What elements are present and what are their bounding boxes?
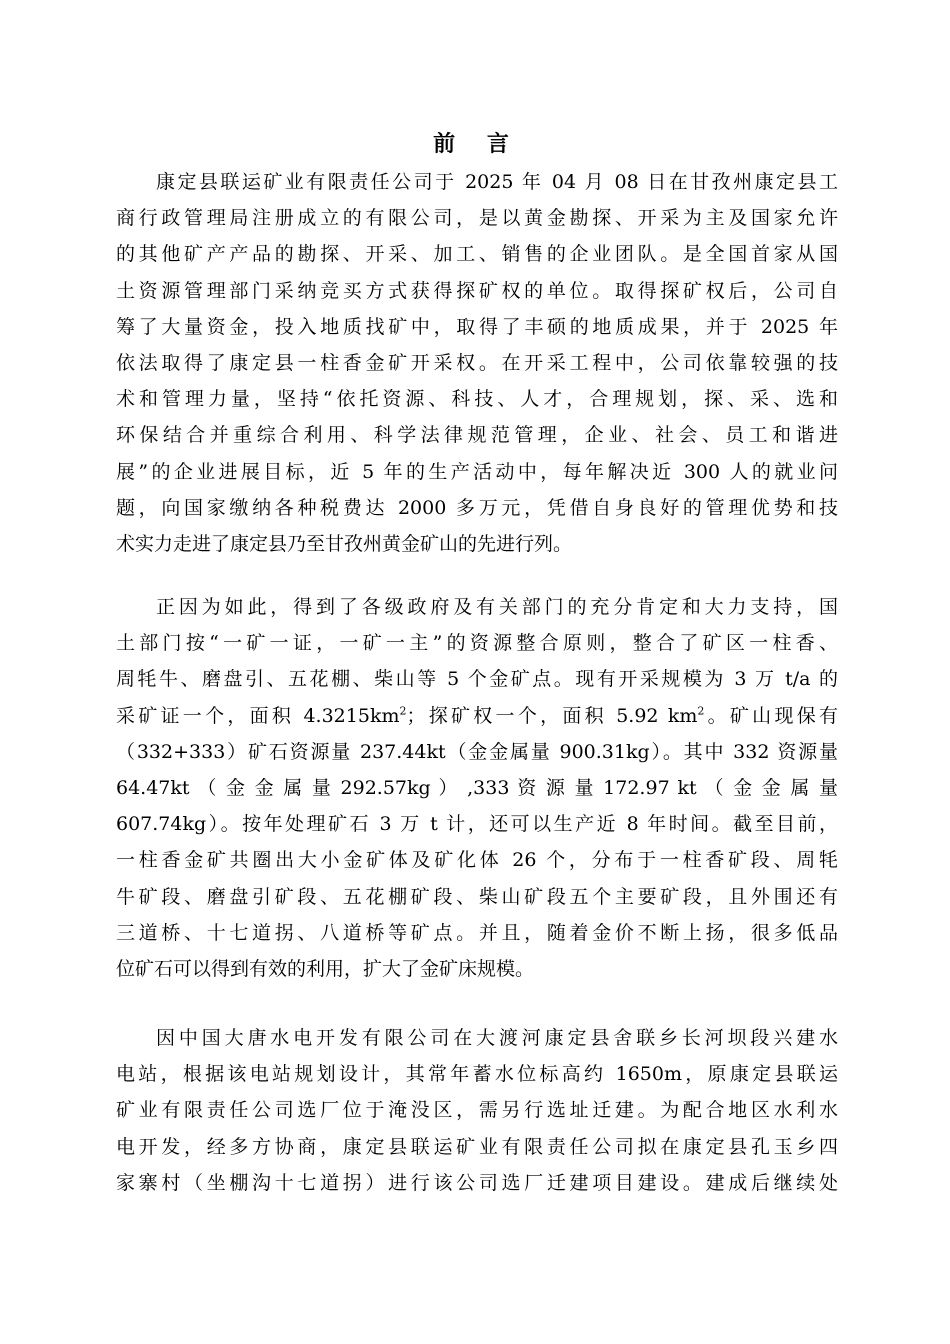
- text-line: 环保结合并重综合利用、科学法律规范管理，企业、社会、员工和谐进: [116, 424, 838, 447]
- text-line: 一柱香金矿共圈出大小金矿体及矿化体 26 个，分布于一柱香矿段、周牦: [116, 849, 838, 872]
- text-line: 展”的企业进展目标，近 5 年的生产活动中，每年解决近 300 人的就业问: [116, 460, 838, 483]
- text-line: 牛矿段、磨盘引矿段、五花棚矿段、柴山矿段五个主要矿段，且外围还有: [116, 885, 838, 908]
- text-line: 的其他矿产产品的勘探、开采、加工、销售的企业团队。是全国首家从国: [116, 243, 838, 266]
- text-line: 矿业有限责任公司选厂位于淹没区，需另行选址迁建。为配合地区水利水: [116, 1099, 838, 1122]
- text-line: 土部门按“一矿一证，一矿一主”的资源整合原则，整合了矿区一柱香、: [116, 632, 838, 655]
- text-segment: ；探矿权一个，面积 5.92 km: [406, 704, 698, 727]
- text-segment: 采矿证一个，面积 4.3215km: [116, 704, 400, 727]
- text-line: 64.47kt （ 金 金 属 量 292.57kg ） ,333 资 源 量 172.97 kt （ 金 金 属 量: [116, 776, 838, 799]
- paragraph-1: [116, 164, 838, 562]
- text-segment: 。矿山现保有: [704, 704, 838, 727]
- text-line: 电开发，经多方协商，康定县联运矿业有限责任公司拟在康定县孔玉乡四: [116, 1135, 838, 1158]
- text-line: 术和管理力量，坚持“依托资源、科技、人才，合理规划，探、采、选和: [116, 388, 838, 411]
- text-line: 家寨村（坐棚沟十七道拐）进行该公司选厂迁建项目建设。建成后继续处: [116, 1171, 838, 1194]
- text-line: 题，向国家缴纳各种税费达 2000 多万元，凭借自身良好的管理优势和技: [116, 496, 838, 519]
- text-line: 电站，根据该电站规划设计，其常年蓄水位标高约 1650m，原康定县联运: [116, 1063, 838, 1086]
- text-line: 筹了大量资金，投入地质找矿中，取得了丰硕的地质成果，并于 2025 年: [116, 315, 838, 338]
- text-line: 因中国大唐水电开发有限公司在大渡河康定县舍联乡长河坝段兴建水: [156, 1027, 838, 1049]
- text-line: 依法取得了康定县一柱香金矿开采权。在开采工程中，公司依靠较强的技: [116, 351, 838, 374]
- text-line: 商行政管理局注册成立的有限公司，是以黄金勘探、开采为主及国家允许: [116, 207, 838, 230]
- text-line-with-superscript: [116, 698, 838, 734]
- text-line: 周牦牛、磨盘引、五花棚、柴山等 5 个金矿点。现有开采规模为 3 万 t/a 的: [116, 668, 838, 691]
- text-line: 康定县联运矿业有限责任公司于 2025 年 04 月 08 日在甘孜州康定县工: [156, 171, 838, 193]
- text-line: 正因为如此，得到了各级政府及有关部门的充分肯定和大力支持，国: [156, 596, 838, 618]
- page-title: 前 言: [433, 131, 521, 157]
- text-line: 术实力走进了康定县乃至甘孜州黄金矿山的先进行列。: [116, 532, 573, 555]
- superscript: 2: [697, 704, 705, 718]
- paragraph-2: [116, 589, 838, 987]
- text-line: 位矿石可以得到有效的利用，扩大了金矿床规模。: [116, 957, 535, 980]
- text-line: 三道桥、十七道拐、八道桥等矿点。并且，随着金价不断上扬，很多低品: [116, 921, 838, 944]
- text-line: 607.74kg）。按年处理矿石 3 万 t 计，还可以生产近 8 年时间。截至目前，: [116, 813, 838, 836]
- paragraph-3: [116, 1020, 838, 1201]
- superscript: 2: [399, 704, 407, 718]
- text-line: （332+333）矿石资源量 237.44kt（金金属量 900.31kg）。其中 332 资源量: [116, 740, 838, 763]
- text-line: 土资源管理部门采纳竞买方式获得探矿权的单位。取得探矿权后，公司自: [116, 279, 838, 302]
